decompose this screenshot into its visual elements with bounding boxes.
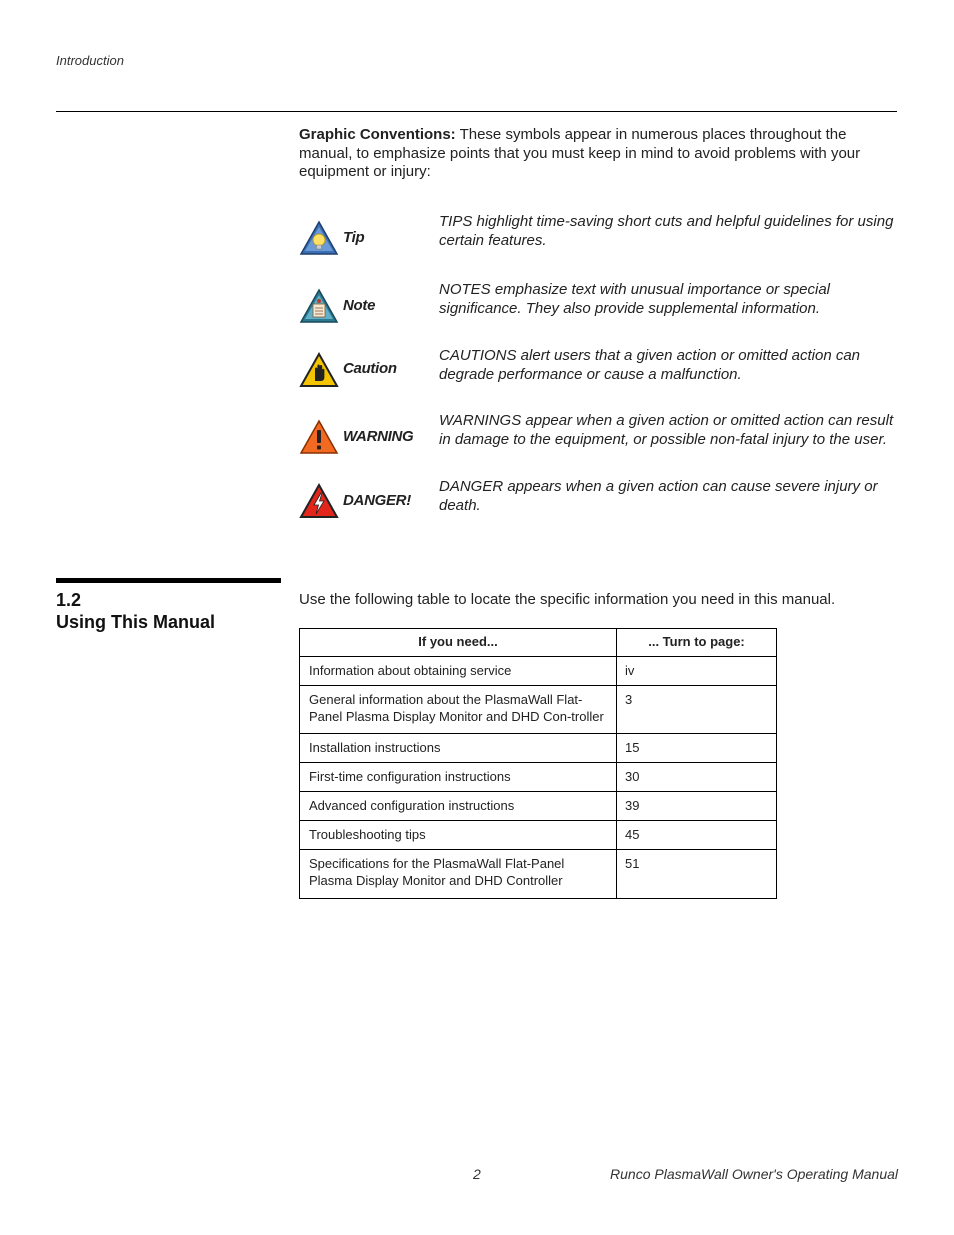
- convention-tip: [299, 213, 899, 263]
- caution-hand-icon: [299, 352, 339, 388]
- convention-caution: [299, 347, 899, 397]
- danger-lightning-icon: [299, 483, 339, 519]
- section-rule: [56, 578, 281, 583]
- page-cell: iv: [617, 657, 777, 686]
- running-header: Introduction: [56, 53, 124, 68]
- convention-label: WARNING: [343, 428, 414, 445]
- table-row: [300, 792, 777, 821]
- table-row: [300, 763, 777, 792]
- section-title: Using This Manual: [56, 612, 216, 632]
- convention-warning: [299, 412, 899, 462]
- need-cell: Troubleshooting tips: [300, 821, 617, 850]
- convention-label: Caution: [343, 360, 397, 377]
- section-number: 1.2: [56, 590, 82, 610]
- need-cell: Specifications for the PlasmaWall Flat-Panel Plasma Display Monitor and DHD Controller: [300, 850, 617, 899]
- table-row: [300, 821, 777, 850]
- need-cell: Information about obtaining service: [300, 657, 617, 686]
- column-header-page: ... Turn to page:: [617, 629, 777, 657]
- table-row: [300, 850, 777, 899]
- page-cell: 45: [617, 821, 777, 850]
- table-row: [300, 734, 777, 763]
- graphic-conventions-intro: [299, 126, 897, 182]
- convention-description: TIPS highlight time-saving short cuts and helpful guidelines for using certain features.: [439, 213, 894, 249]
- convention-danger: [299, 478, 899, 528]
- table-header-row: [300, 629, 777, 657]
- page-number: 2: [473, 1166, 481, 1182]
- intro-text: These symbols appear in numerous places throughout the manual, to emphasize points that you must keep in mind to avoid problems with your equipment or injury:: [299, 126, 861, 180]
- column-header-need: If you need...: [300, 629, 617, 657]
- manual-navigation-table: [299, 628, 777, 899]
- page-cell: 51: [617, 850, 777, 899]
- convention-description: NOTES emphasize text with unusual importance or special significance. They also provide supplemental information.: [439, 281, 831, 317]
- note-icon: [299, 288, 339, 324]
- convention-description: DANGER appears when a given action can cause severe injury or death.: [439, 478, 878, 514]
- need-cell: Advanced configuration instructions: [300, 792, 617, 821]
- table-row: [300, 686, 777, 734]
- page-cell: 15: [617, 734, 777, 763]
- header-rule: [56, 111, 897, 112]
- table-row: [300, 657, 777, 686]
- page-cell: 30: [617, 763, 777, 792]
- convention-label: Tip: [343, 229, 365, 246]
- intro-bold-lead: Graphic Conventions:: [299, 126, 456, 143]
- convention-description: CAUTIONS alert users that a given action or omitted action can degrade performance or cause a malfunction.: [439, 347, 861, 383]
- manual-title: Runco PlasmaWall Owner's Operating Manual: [610, 1166, 898, 1182]
- need-cell: General information about the PlasmaWall Flat-Panel Plasma Display Monitor and DHD Con-troller: [300, 686, 617, 734]
- convention-label: Note: [343, 297, 376, 314]
- convention-label: DANGER!: [343, 492, 411, 509]
- convention-description: WARNINGS appear when a given action or omitted action can result in damage to the equipment, or possible non-fatal injury to the user.: [439, 412, 894, 448]
- page-cell: 39: [617, 792, 777, 821]
- tip-lightbulb-icon: [299, 220, 339, 256]
- convention-note: [299, 281, 899, 331]
- need-cell: First-time configuration instructions: [300, 763, 617, 792]
- need-cell: Installation instructions: [300, 734, 617, 763]
- warning-exclamation-icon: [299, 419, 339, 455]
- page-cell: 3: [617, 686, 777, 734]
- section-intro: Use the following table to locate the specific information you need in this manual.: [299, 591, 836, 608]
